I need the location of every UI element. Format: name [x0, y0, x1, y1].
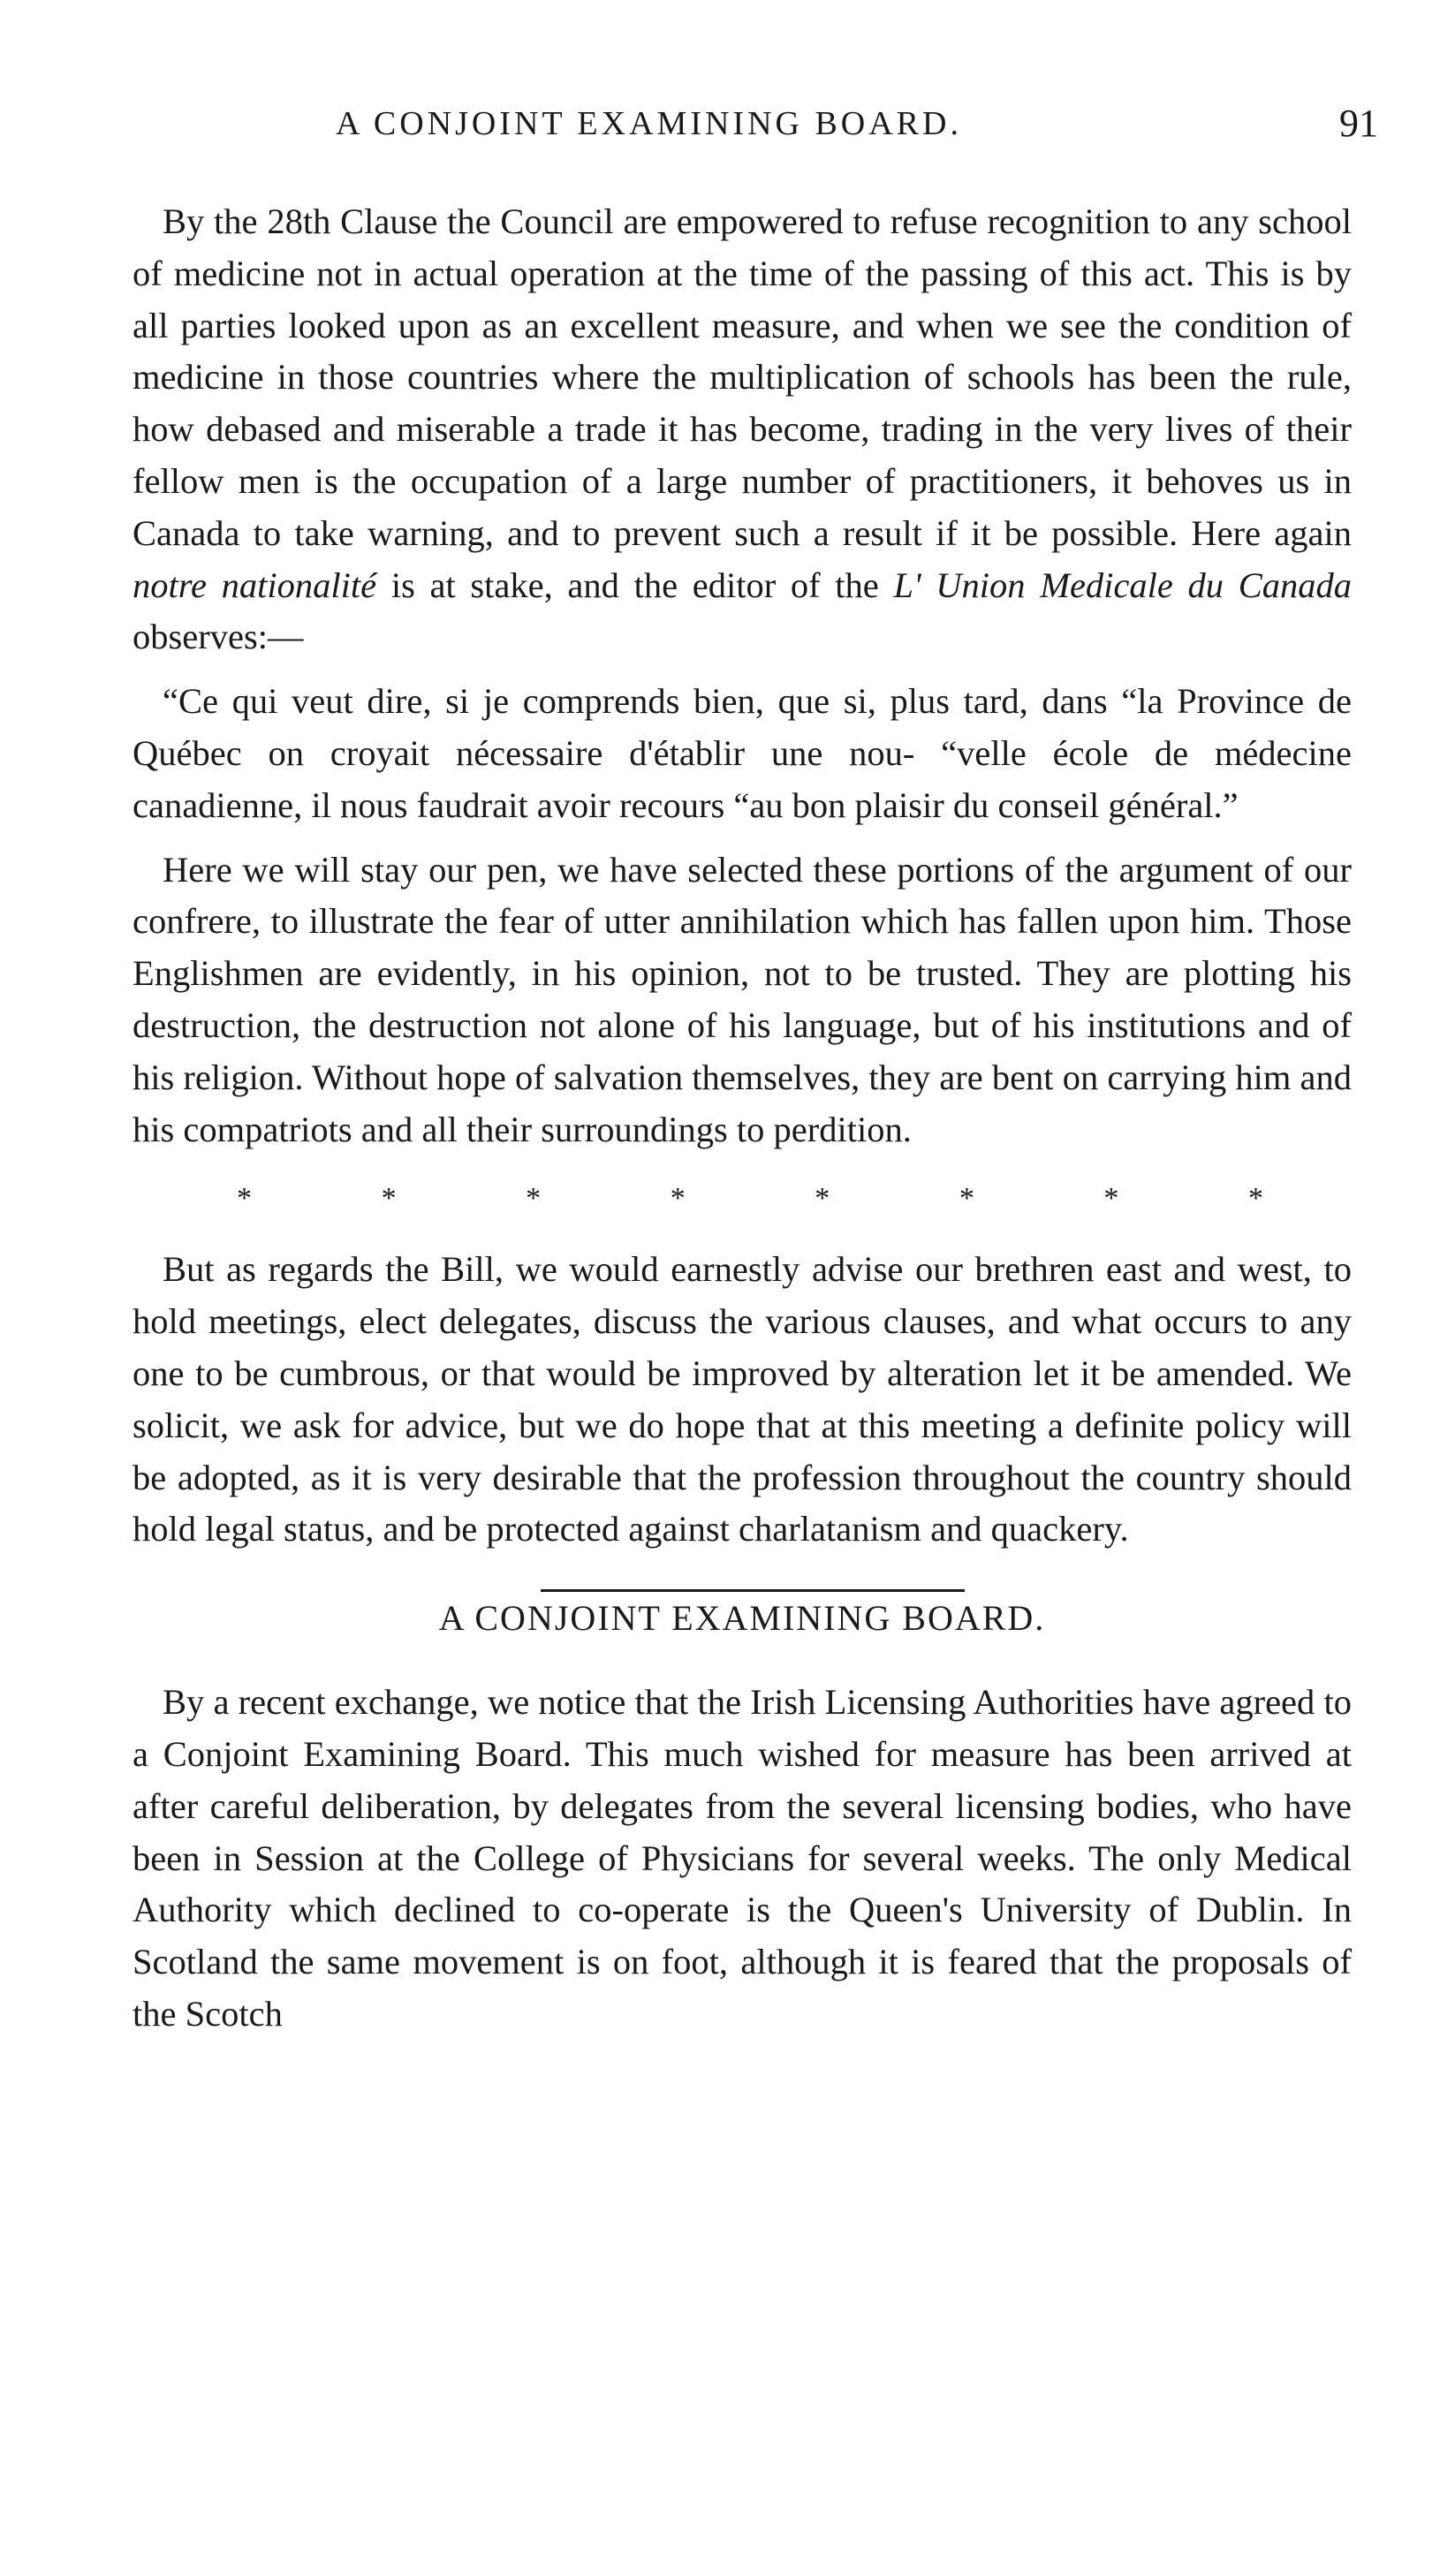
- star-mark: *: [1103, 1182, 1119, 1216]
- paragraph-conjoint-board: By a recent exchange, we notice that the Irish Licensing Authorities have agreed to a Conjoint Examining Board. This much wished for measure has been arrived at after careful deliberation, by delegates from the several licensing bodies, who have been in Session at the College of Physicians for several weeks. The only Medical Authority which declined to co-operate is the Queen's University of Dublin. In Scotland the same movement is on foot, although it is feared that the proposals of the Scotch: [133, 1682, 1352, 2034]
- star-mark: *: [1247, 1182, 1263, 1216]
- page-body: [133, 196, 1352, 2041]
- paragraph-council-clause: [133, 196, 1352, 663]
- page-number: 91: [1339, 102, 1378, 145]
- star-mark: *: [670, 1182, 686, 1216]
- ellipsis-stars: [133, 1170, 1352, 1228]
- star-mark: *: [959, 1182, 974, 1216]
- paragraph-text: observes:—: [133, 617, 304, 657]
- running-title: A CONJOINT EXAMINING BOARD.: [336, 105, 962, 142]
- paragraph-bill-advice: But as regards the Bill, we would earnestly advise our brethren east and west, to hold meetings, elect delegates, discuss the various clauses, and what occurs to any one to be cumbrous, or that would be improved by alteration let it be amended. We solicit, we ask for advice, but we do hope that at this meeting a definite policy will be adopted, as it is very desirable that the profession throughout the country should hold legal status, and be protected against charlatanism and quackery.: [133, 1249, 1352, 1549]
- journal-title: L' Union Medicale du Canada: [893, 564, 1352, 605]
- french-quotation: “Ce qui veut dire, si je comprends bien, que si, plus tard, dans “la Province de Québec on croyait nécessaire d'établir une nou- “velle école de médecine canadienne, il nous faudrait avoir recours “au bon plaisir du conseil général.”: [133, 681, 1352, 825]
- star-mark: *: [381, 1182, 397, 1216]
- paragraph-stay-pen: Here we will stay our pen, we have selected these portions of the argument of our confrere, to illustrate the fear of utter annihilation which has fallen upon him. Those Englishmen are evidently, in his opinion, not to be trusted. They are plotting his destruction, the destruction not alone of his language, but of his institutions and of his religion. Without hope of salvation themselves, they are bent on carrying him and his compatriots and all their surroundings to perdition.: [133, 849, 1352, 1149]
- star-mark: *: [237, 1182, 252, 1216]
- italic-phrase: notre nationalité: [133, 564, 377, 605]
- page-header: [124, 104, 1378, 157]
- paragraph-text: By the 28th Clause the Council are empowered to refuse recognition to any school of medicine not in actual operation at the time of the passing of this act. This is by all parties looked upon as an excellent measure, and when we see the condition of medicine in those countries where the multiplication of schools has been the rule, how debased and miserable a trade it has become, trading in the very lives of their fellow men is the occupation of a large number of practitioners, it behoves us in Canada to take warning, and to prevent such a result if it be possible. Here again: [133, 201, 1352, 553]
- star-mark: *: [526, 1182, 542, 1216]
- paragraph-text: is at stake, and the editor of the: [376, 564, 894, 605]
- section-divider: [541, 1589, 965, 1592]
- section-heading: A CONJOINT EXAMINING BOARD.: [438, 1598, 1046, 1639]
- star-mark: *: [815, 1182, 830, 1216]
